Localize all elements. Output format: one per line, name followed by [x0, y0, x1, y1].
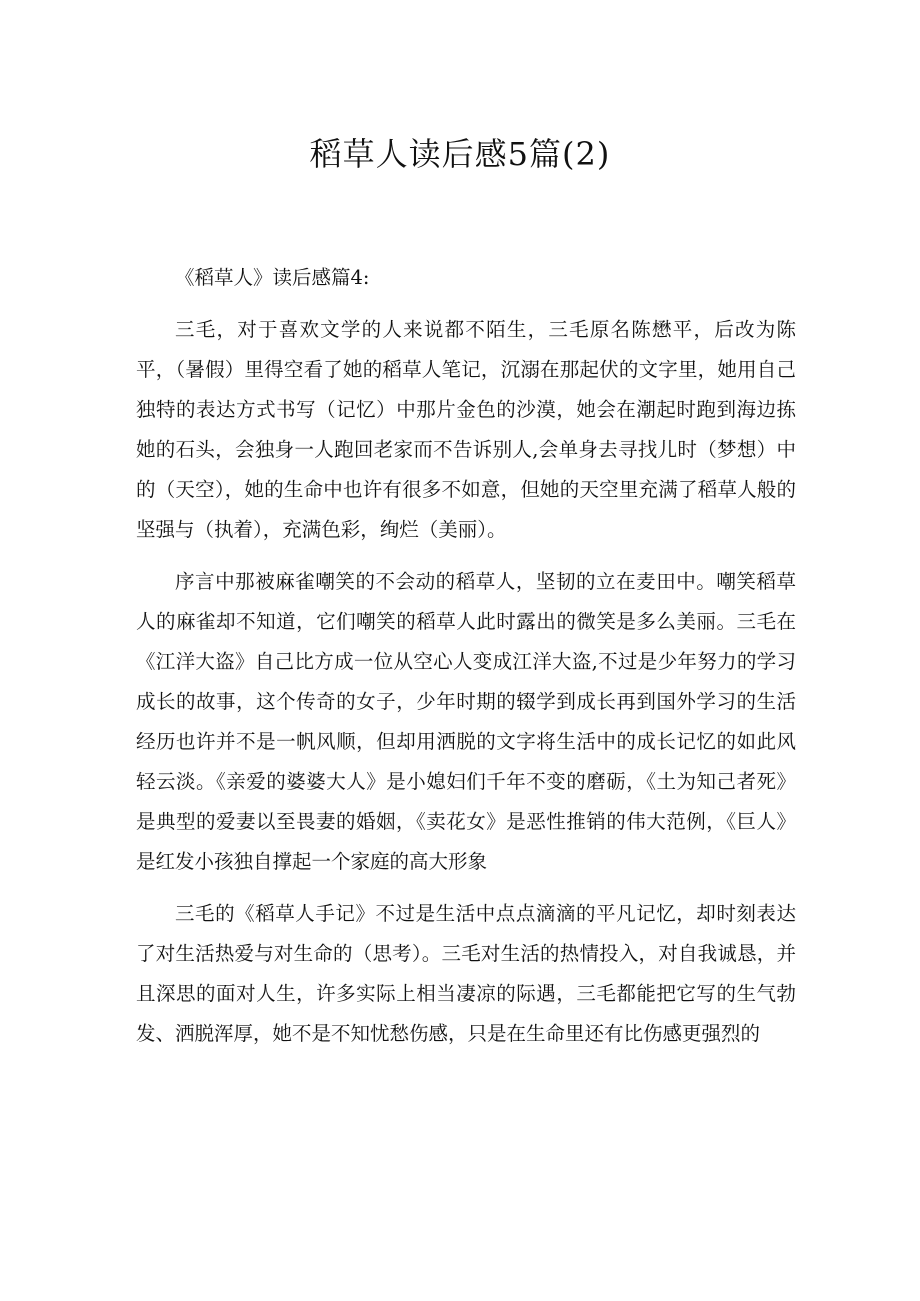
section-heading: 《稻草人》读后感篇4:: [175, 266, 370, 289]
paragraph-1: 三毛，对于喜欢文学的人来说都不陌生，三毛原名陈懋平，后改为陈平，（暑假）里得空看了她的稻草人笔记，沉溺在那起伏的文字里，她用自己独特的表达方式书写（记忆）中那片金色的沙漠，她会在潮起时跑到海边拣她的石头，会独身一人跑回老家而不告诉别人,会单身去寻找儿时（梦想）中的（天空），她的生命中也许有很多不如意，但她的天空里充满了稻草人般的坚强与（执着），充满色彩，绚烂（美丽）。: [136, 318, 796, 541]
paragraph-2: 序言中那被麻雀嘲笑的不会动的稻草人，坚韧的立在麦田中。嘲笑稻草人的麻雀却不知道，它们嘲笑的稻草人此时露出的微笑是多么美丽。三毛在《江洋大盗》自己比方成一位从空心人变成江洋大盗,不过是少年努力的学习成长的故事，这个传奇的女子，少年时期的辍学到成长再到国外学习的生活经历也许并不是一帆风顺，但却用洒脱的文字将生活中的成长记忆的如此风轻云淡。《亲爱的婆婆大人》是小媳妇们千年不变的磨砺，《土为知己者死》是典型的爱妻以至畏妻的婚姻，《卖花女》是恶性推销的伟大范例，《巨人》是红发小孩独自撑起一个家庭的高大形象: [136, 570, 796, 873]
paragraph-3: 三毛的《稻草人手记》不过是生活中点点滴滴的平凡记忆，却时刻表达了对生活热爱与对生命的（思考）。三毛对生活的热情投入，对自我诚恳，并且深思的面对人生，许多实际上相当凄凉的际遇，三毛都能把它写的生气勃发、洒脱浑厚，她不是不知忧愁伤感，只是在生命里还有比伤感更强烈的: [136, 902, 796, 1045]
document-title: 稻草人读后感5篇(2): [309, 135, 611, 173]
document-body: [136, 258, 796, 1066]
